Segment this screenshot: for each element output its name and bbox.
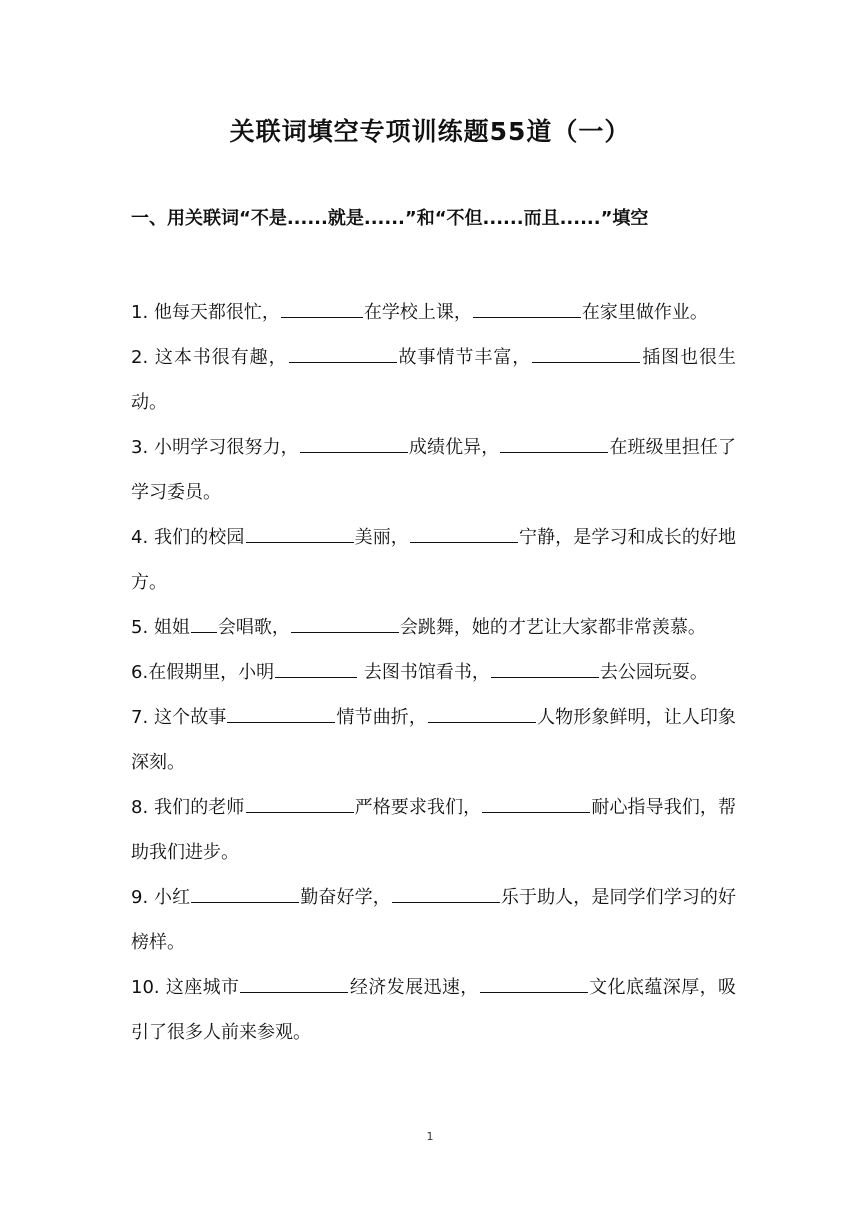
question-text: 成绩优异，: [408, 437, 500, 458]
answer-blank[interactable]: [482, 811, 590, 813]
answer-blank[interactable]: [240, 991, 348, 993]
question-number: 2.: [131, 347, 149, 368]
question-text: 这座城市: [165, 977, 240, 998]
question-text: 乐于助人，是同学们学习的好榜样。: [131, 887, 737, 953]
answer-blank[interactable]: [246, 541, 354, 543]
question-number: 7.: [131, 707, 149, 728]
question-text: 我们的老师: [154, 797, 245, 818]
question-text: 经济发展迅速，: [349, 977, 479, 998]
question-item: [131, 515, 736, 605]
question-text: 插图也很生动。: [131, 347, 737, 413]
question-item: [131, 650, 736, 695]
page-title: 关联词填空专项训练题55道（一）: [229, 117, 631, 146]
question-text: 会跳舞，她的才艺让大家都非常羡慕。: [399, 617, 706, 638]
answer-blank[interactable]: [500, 451, 608, 453]
answer-blank[interactable]: [289, 361, 397, 363]
question-item: [131, 335, 736, 425]
question-item: [131, 605, 736, 650]
question-text: 在假期里，小明: [148, 662, 275, 683]
question-text: 小红: [154, 887, 191, 908]
question-text: 人物形象鲜明，让人印象深刻。: [131, 707, 737, 773]
section-heading: 一、用关联词“不是......就是......”和“不但......而且......”填空: [131, 208, 649, 229]
answer-blank[interactable]: [227, 721, 335, 723]
question-item: [131, 965, 736, 1055]
question-number: 9.: [131, 887, 149, 908]
question-text: 姐姐: [153, 617, 190, 638]
question-number: 3.: [131, 437, 149, 458]
question-item: [131, 875, 736, 965]
question-text: 去图书馆看书，: [358, 662, 490, 683]
question-item: [131, 425, 736, 515]
question-text: 美丽，: [354, 527, 409, 548]
answer-blank[interactable]: [291, 631, 399, 633]
answer-blank[interactable]: [491, 676, 599, 678]
answer-blank[interactable]: [246, 811, 354, 813]
question-text: 小明学习很努力，: [154, 437, 299, 458]
question-number: 4.: [131, 527, 149, 548]
question-number: 5.: [131, 617, 149, 638]
question-text: 耐心指导我们，帮助我们进步。: [131, 797, 737, 863]
answer-blank[interactable]: [410, 541, 518, 543]
question-item: [131, 695, 736, 785]
question-text: 宁静，是学习和成长的好地方。: [131, 527, 737, 593]
question-number: 8.: [131, 797, 149, 818]
question-list: [131, 290, 736, 1055]
question-text: 在班级里担任了学习委员。: [131, 437, 737, 503]
question-text: 文化底蕴深厚，吸引了很多人前来参观。: [131, 977, 737, 1043]
question-number: 6.: [131, 662, 149, 683]
answer-blank[interactable]: [392, 901, 500, 903]
answer-blank[interactable]: [480, 991, 588, 993]
question-text: 在家里做作业。: [581, 302, 708, 323]
question-number: 1.: [131, 302, 149, 323]
question-text: 他每天都很忙，: [153, 302, 280, 323]
question-text: 在学校上课，: [363, 302, 472, 323]
answer-blank[interactable]: [300, 451, 408, 453]
page-number: 1: [426, 1130, 434, 1143]
question-text: 这个故事: [154, 707, 227, 728]
answer-blank[interactable]: [428, 721, 536, 723]
question-text: 去公园玩耍。: [599, 662, 708, 683]
question-text: 会唱歌，: [217, 617, 290, 638]
answer-blank[interactable]: [275, 676, 357, 678]
question-text: 我们的校园: [154, 527, 245, 548]
answer-blank[interactable]: [191, 901, 299, 903]
answer-blank[interactable]: [281, 316, 363, 318]
question-text: 这本书很有趣，: [154, 347, 288, 368]
answer-blank[interactable]: [532, 361, 640, 363]
question-item: [131, 290, 736, 335]
question-text: 勤奋好学，: [300, 887, 391, 908]
question-text: 故事情节丰富，: [397, 347, 532, 368]
question-item: [131, 785, 736, 875]
question-text: 严格要求我们，: [354, 797, 482, 818]
answer-blank[interactable]: [191, 631, 217, 633]
question-number: 10.: [131, 977, 160, 998]
answer-blank[interactable]: [473, 316, 581, 318]
question-text: 情节曲折，: [336, 707, 427, 728]
